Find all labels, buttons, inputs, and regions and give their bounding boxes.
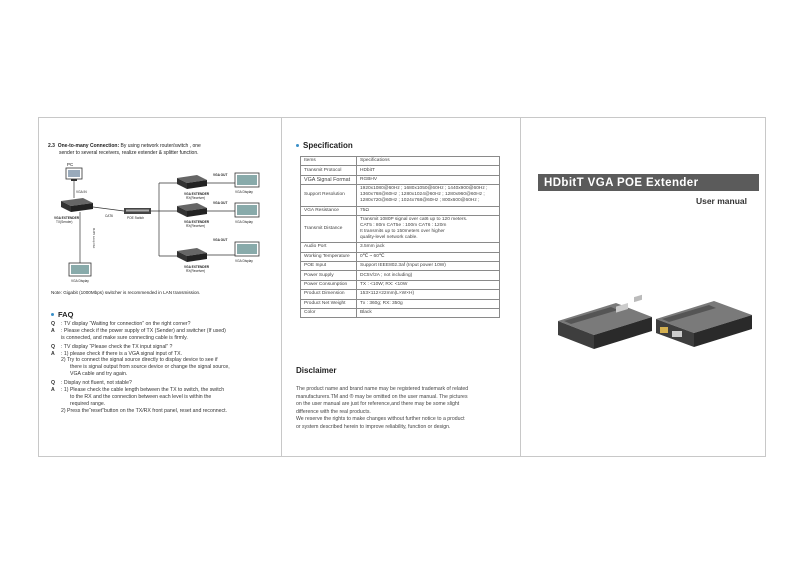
spec-row [301,252,500,261]
product-photo [556,291,756,361]
spec-value [357,262,500,271]
faq-answer-1-line-2: is connected, and make sure connecting cable is firmly. [61,334,188,341]
spec-key: Power Supply [301,271,357,280]
display-3-icon [235,242,259,256]
section-text-2: sender to several receivers, realize extender & splitter function. [59,149,199,156]
spec-key: Transmit Protocol [301,166,357,175]
faq-question-2: Q : TV display “Please check the TX input signal” ? [51,343,173,350]
spec-value-line: 0℃ ~ 60℃ [360,253,385,259]
poe-switch-icon [124,208,151,214]
spec-key: Product Net Weight [301,299,357,308]
section-2-3 [48,143,273,156]
connection-diagram [49,163,271,283]
spec-key: VGA Signal Format [301,175,357,184]
spec-key: Power Consumption [301,280,357,289]
pc-icon [66,168,82,181]
spec-value-line: HDbitT [360,167,375,173]
faq-answer-1: A : Please check if the power supply of TX (Sender) and switcher (If used) [51,327,226,334]
section-number: 2.3 [48,143,55,149]
faq-answer-2-step-2: 2) Try to connect the signal source directly to display device to see if [61,357,218,364]
display-2-label: VGA Display [235,220,253,224]
rx-3-sub: RX(Receiver) [186,269,206,273]
disclaimer-text [296,386,506,432]
specification-heading [296,141,353,150]
vga-out-3-label: VGA OUT [213,238,228,242]
faq-answer-2-step-2-line-3: VGA cable and try again. [70,371,128,378]
spec-row [301,243,500,252]
spec-value [357,157,500,166]
bullet-icon [51,313,54,316]
specification-title: Specification [303,141,353,150]
faq-question-1: Q : TV display “Waiting for connection” on the right corner? [51,321,191,327]
switch-note: Note: Gigabit (1000Mbps) switcher is recommended in LAN transmission. [51,290,201,295]
spec-row [301,215,500,242]
spec-value [357,271,500,280]
spec-row [301,157,500,166]
spec-value [357,175,500,184]
spec-value-line: Support IEEE802.3af (Input power 10W) [360,263,446,269]
faq-answer-3-step-2: 2) Press the“reset”button on the TX/RX front panel, reset and reconnect. [61,407,227,414]
bullet-icon [296,144,299,147]
faq-answer-3-line-2: to the RX and the connection between each level is within the [70,393,212,400]
rx-device-2-icon [177,203,207,217]
rx-device-1-icon [177,175,207,189]
rj45-loop-label: RJ45 Loop Out [92,228,96,249]
spec-row [301,280,500,289]
disclaimer-line: We reserve the rights to make changes without further notice to a product [296,416,465,423]
display-1-label: VGA Display [235,190,253,194]
faq-list [51,321,277,414]
page-cover [521,118,767,456]
spec-value-line: 153×112×22mm(L×W×H) [360,291,415,297]
spec-value [357,185,500,206]
spec-table [300,156,500,318]
spec-value-line: 1280x720@60Hz ; 1024x768@60Hz ; 800x600@60Hz ; [360,198,480,204]
cat6-label: CAT6 [105,214,113,218]
spec-value [357,252,500,261]
spec-key: Product Dimension [301,290,357,299]
faq-answer-3: A : 1) Please check the cable length between the TX to switch, the switch [51,387,225,394]
spec-value-line: CAT5 : 80m CAT5e : 100m CAT6 : 120m [360,223,447,229]
section-text-1: By using network router/switch , one [120,143,201,149]
faq-answer-3-line-3: required range. [70,400,106,407]
spec-value-line: TX : <10W; RX: <10W [360,281,408,287]
user-manual-label: User manual [695,196,747,206]
rx-1-name: VGA EXTENDER [184,192,210,196]
faq-title: FAQ [58,310,74,319]
disclaimer-line: difference with the real products. [296,408,371,415]
tx-name: VGA EXTENDER [54,216,80,220]
bottom-display-icon [69,263,91,276]
page-connection-faq [39,118,282,456]
faq-answer-2-step-2-line-2: there is signal output from source device or change the signal source, [70,364,230,371]
spec-value [357,206,500,215]
rx-2-name: VGA EXTENDER [184,220,210,224]
tx-device-icon [61,198,93,212]
spec-value [357,308,500,317]
spec-value-line: 3.5mm jack [360,244,385,250]
spec-value [357,299,500,308]
spec-row [301,290,500,299]
product-title: HDbitT VGA POE Extender [538,174,759,191]
spec-value-line: 1360x768@60Hz ; 1280x1024@60Hz ; 1280x960@60Hz ; [360,192,485,198]
spec-key: Transmit Distance [301,215,357,242]
spec-key: Working Temperature [301,252,357,261]
spec-value [357,166,500,175]
spec-row [301,185,500,206]
spec-row [301,308,500,317]
spec-value-line: Specifications [360,158,390,164]
spec-row [301,206,500,215]
pc-label: PC [67,163,74,167]
spec-value-line: RGBHV [360,176,378,182]
extender-device-left-icon [558,295,652,349]
extender-device-right-icon [656,301,752,347]
manual-sheet [38,117,766,457]
rx-3-name: VGA EXTENDER [184,265,210,269]
page-specification [282,118,521,456]
spec-key: POE Input [301,262,357,271]
disclaimer-line: on the user manual are just for reference,and there may be some slight [296,401,460,408]
spec-row [301,299,500,308]
vga-in-label: VGA IN [76,190,87,194]
spec-value [357,215,500,242]
vga-out-2-label: VGA OUT [213,201,228,205]
faq-answer-2: A : 1) please check if there is a VGA signal input of TX. [51,350,183,357]
bottom-display-label: VGA Display [71,279,89,283]
spec-value-line: 1920x1080@60Hz ; 1680x1050@60Hz ; 1440x900@60Hz ; [360,186,488,192]
display-2-icon [235,203,259,217]
faq-heading [51,310,73,319]
spec-value-line: Transmit 1080P signal over cat6 up to 120 meters. [360,217,468,223]
section-title: One-to-many Connection: [57,143,120,149]
rx-1-sub: RX(Receiver) [186,196,206,200]
spec-key: VGA Resistance [301,206,357,215]
spec-value-line: 75Ω [360,207,369,213]
faq-question-3: Q : Display not fluent, not stable? [51,380,132,387]
spec-row [301,166,500,175]
spec-value [357,243,500,252]
rx-2-sub: RX(Receiver) [186,224,206,228]
disclaimer-title: Disclaimer [296,366,337,375]
spec-row [301,175,500,184]
spec-value-line: It transmits up to 150meters over higher [360,229,445,235]
spec-key: Audio Port [301,243,357,252]
spec-value-line: DC5V/2A ; not including) [360,272,413,278]
spec-value-line: Tx : 360g; RX: 350g [360,300,403,306]
disclaimer-line: The product name and brand name may be registered trademark of related [296,386,469,392]
vga-out-1-label: VGA OUT [213,173,228,177]
display-3-label: VGA Display [235,259,253,263]
disclaimer-heading [296,366,336,375]
rx-device-3-icon [177,248,207,262]
spec-row [301,262,500,271]
spec-value-line: Black [360,310,372,316]
spec-key: Color [301,308,357,317]
spec-value [357,280,500,289]
disclaimer-line: or system described herein to improve reliability, function or design. [296,423,451,430]
display-1-icon [235,173,259,187]
poe-switch-label: POE Switch [127,216,145,220]
spec-value [357,290,500,299]
spec-row [301,271,500,280]
spec-value-line: quality-level network cable. [360,235,418,241]
tx-sub: TX(Sender) [56,220,73,224]
spec-key: Items [301,157,357,166]
spec-key: Support Resolution [301,185,357,206]
disclaimer-line: manufacturers.TM and ® may be omitted on the user manual. The pictures [296,393,468,400]
